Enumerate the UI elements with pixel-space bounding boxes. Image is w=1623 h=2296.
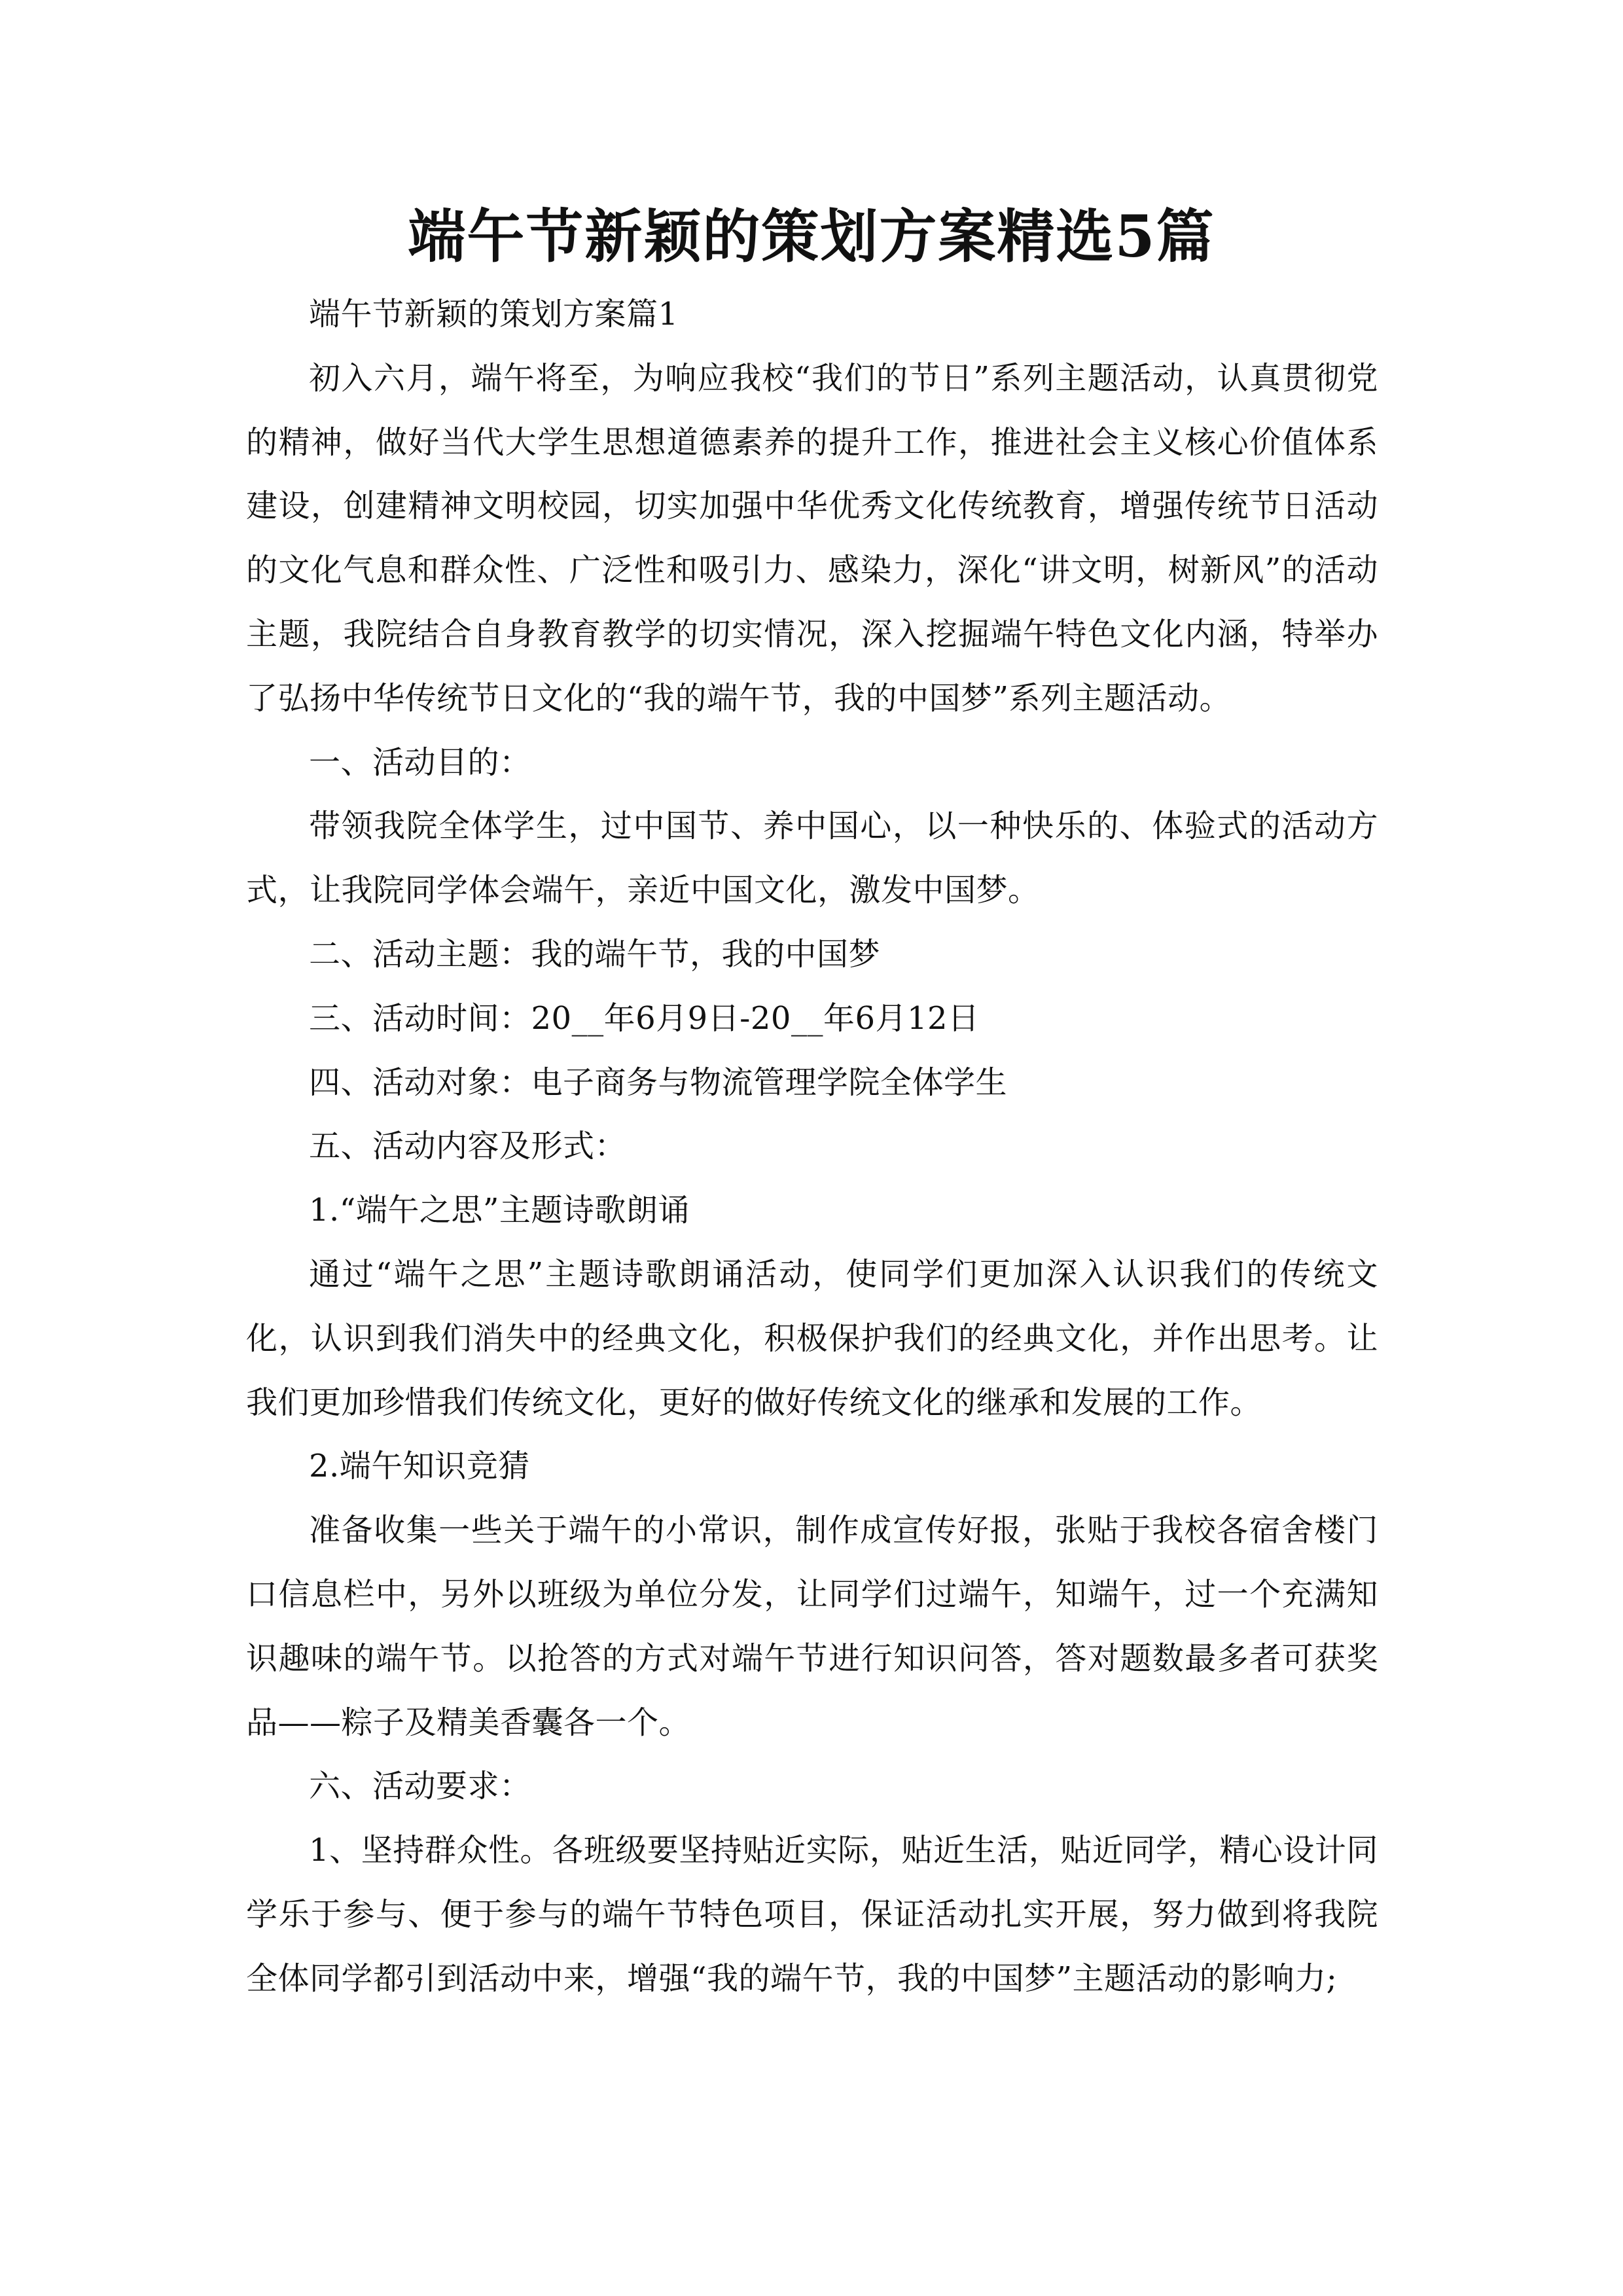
requirement-1-paragraph: 1、坚持群众性。各班级要坚持贴近实际，贴近生活，贴近同学，精心设计同学乐于参与、便于参与的端午节特色项目，保证活动扎实开展，努力做到将我院全体同学都引到活动中来，增强“我的端午节，我的中国梦”主题活动的影响力;	[246, 1832, 1378, 1997]
time-line: 三、活动时间：20__年6月9日-20__年6月12日	[309, 999, 980, 1037]
section-heading: 端午节新颖的策划方案篇1	[309, 296, 679, 332]
purpose-paragraph: 带领我院全体学生，过中国节、养中国心，以一种快乐的、体验式的活动方式，让我院同学体会端午，亲近中国文化，激发中国梦。	[246, 808, 1378, 909]
item-1-heading: 1.“端午之思”主题诗歌朗诵	[309, 1192, 690, 1229]
heading-requirements: 六、活动要求：	[309, 1768, 531, 1805]
item-1-paragraph: 通过“端午之思”主题诗歌朗诵活动，使同学们更加深入认识我们的传统文化，认识到我们消失中的经典文化，积极保护我们的经典文化，并作出思考。让我们更加珍惜我们传统文化，更好的做好传统文化的继承和发展的工作。	[246, 1255, 1378, 1421]
audience-line: 四、活动对象：电子商务与物流管理学院全体学生	[309, 1064, 1008, 1101]
heading-purpose: 一、活动目的：	[309, 744, 531, 781]
item-2-paragraph: 准备收集一些关于端午的小常识，制作成宣传好报，张贴于我校各宿舍楼门口信息栏中，另外以班级为单位分发，让同学们过端午，知端午，过一个充满知识趣味的端午节。以抢答的方式对端午节进行知识问答，答对题数最多者可获奖品——粽子及精美香囊各一个。	[246, 1512, 1378, 1741]
document-body	[246, 283, 1378, 2011]
theme-line: 二、活动主题：我的端午节，我的中国梦	[309, 935, 881, 973]
intro-paragraph: 初入六月，端午将至，为响应我校“我们的节日”系列主题活动，认真贯彻党的精神，做好当代大学生思想道德素养的提升工作，推进社会主义核心价值体系建设，创建精神文明校园，切实加强中华优秀文化传统教育，增强传统节日活动的文化气息和群众性、广泛性和吸引力、感染力，深化“讲文明，树新风”的活动主题，我院结合自身教育教学的切实情况，深入挖掘端午特色文化内涵，特举办了弘扬中华传统节日文化的“我的端午节，我的中国梦”系列主题活动。	[246, 359, 1378, 717]
item-2-heading: 2.端午知识竞猜	[309, 1448, 530, 1485]
heading-content: 五、活动内容及形式：	[309, 1128, 627, 1165]
document-title: 端午节新颖的策划方案精选5篇	[408, 202, 1215, 270]
